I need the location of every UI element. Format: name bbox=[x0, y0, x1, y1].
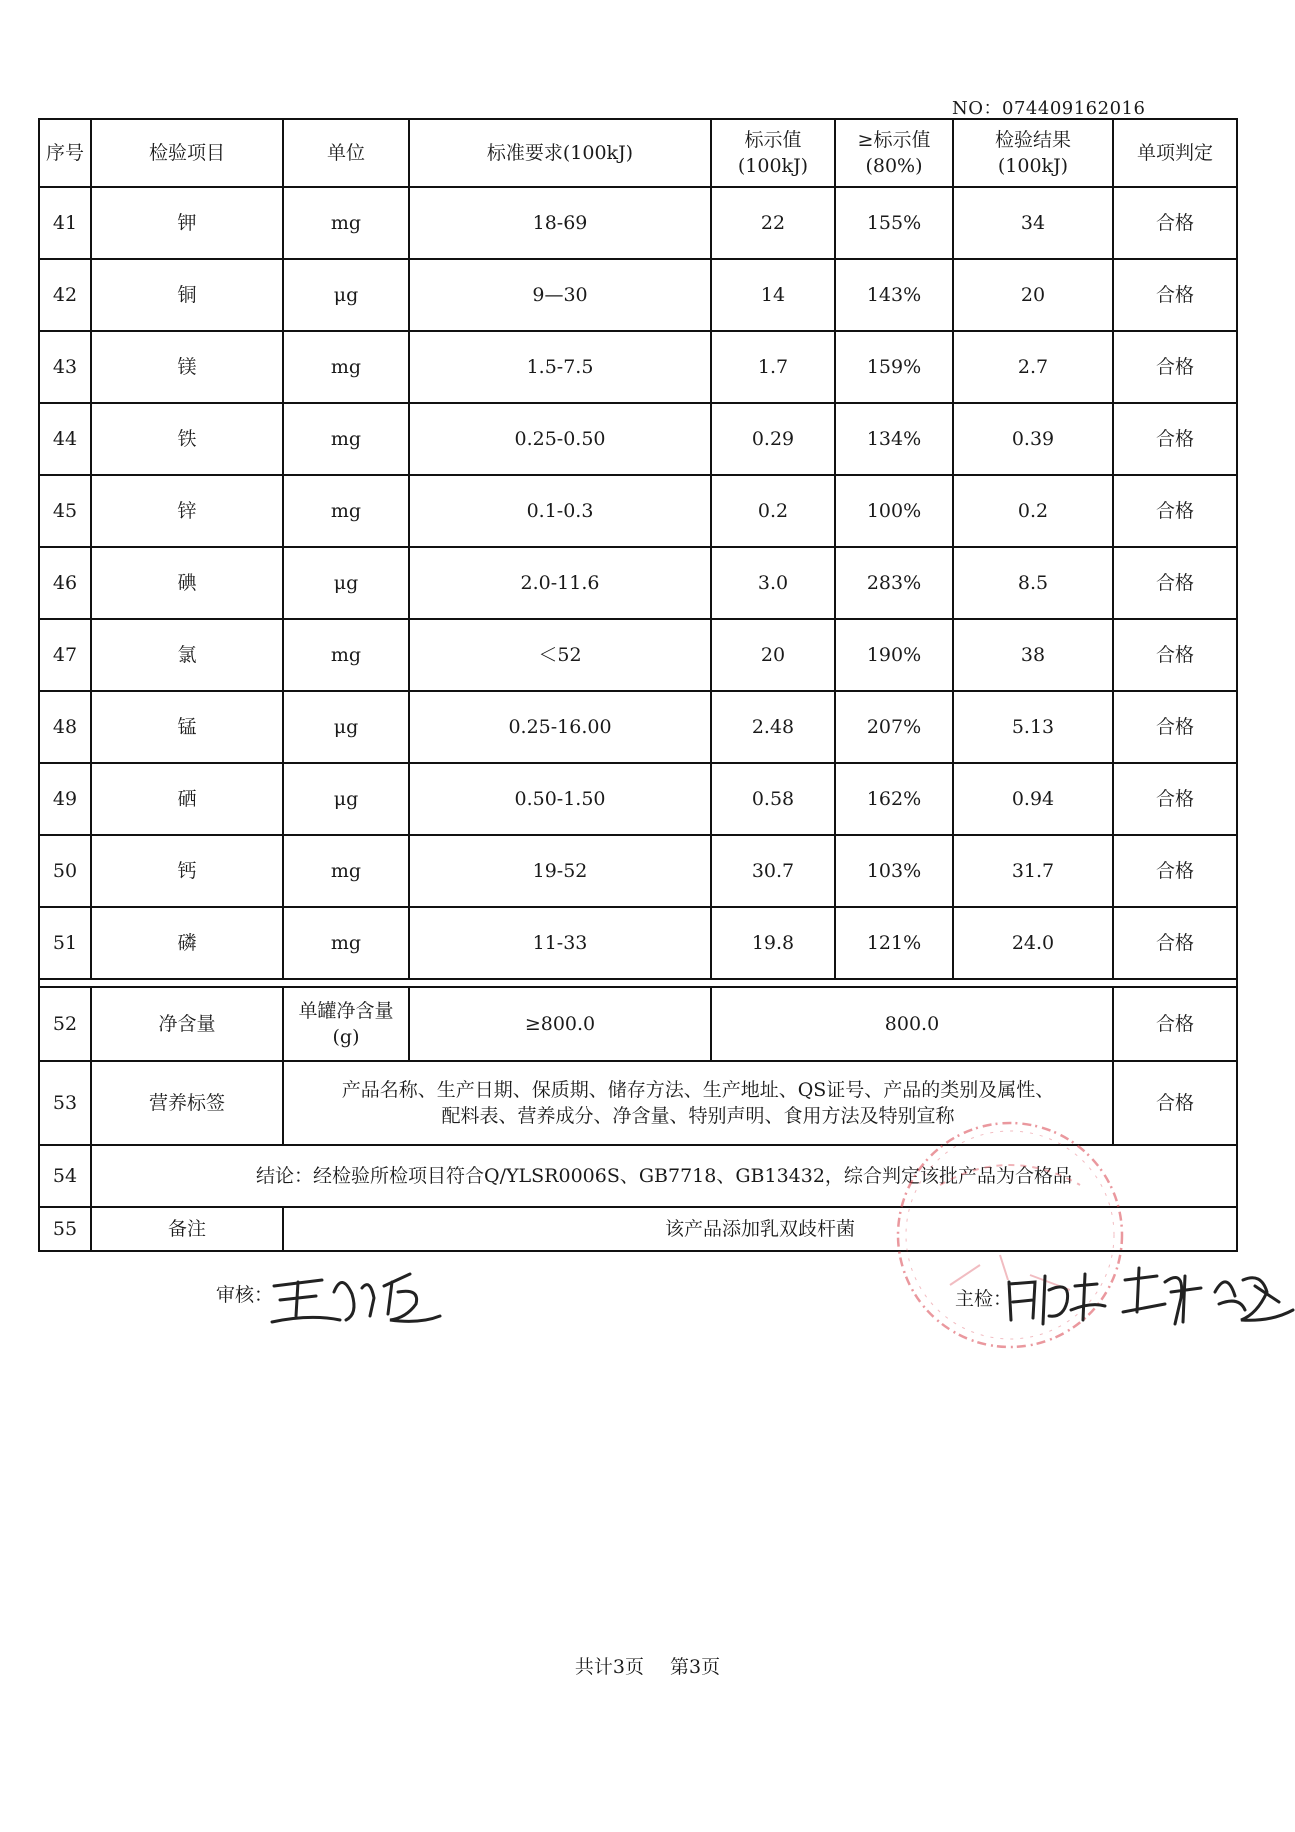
cell-item: 碘 bbox=[91, 547, 283, 619]
cell-result: 8.5 bbox=[953, 547, 1113, 619]
cell-ge-label: 283% bbox=[835, 547, 953, 619]
cell-item: 钾 bbox=[91, 187, 283, 259]
cell-ge-label: 134% bbox=[835, 403, 953, 475]
header-unit: 单位 bbox=[283, 119, 409, 187]
cell-result: 24.0 bbox=[953, 907, 1113, 979]
cell-label-value: 0.29 bbox=[711, 403, 835, 475]
cell-requirement: 2.0-11.6 bbox=[409, 547, 711, 619]
cell-requirement: 18-69 bbox=[409, 187, 711, 259]
header-label-value-line2: (100kJ) bbox=[737, 155, 809, 177]
chief-inspector-signatures bbox=[1005, 1262, 1295, 1342]
header-requirement: 标准要求(100kJ) bbox=[409, 119, 711, 187]
cell-result: 0.2 bbox=[953, 475, 1113, 547]
cell-result: 2.7 bbox=[953, 331, 1113, 403]
table-row bbox=[39, 907, 1237, 979]
cell-judgement: 合格 bbox=[1113, 619, 1237, 691]
header-ge-label bbox=[835, 119, 953, 187]
cell-result: 34 bbox=[953, 187, 1113, 259]
cell-unit: μg bbox=[283, 547, 409, 619]
cell-judgement: 合格 bbox=[1113, 403, 1237, 475]
cell-seq: 45 bbox=[39, 475, 91, 547]
cell-judgement: 合格 bbox=[1113, 187, 1237, 259]
row52-item: 净含量 bbox=[91, 987, 283, 1061]
header-ge-label-line1: ≥标示值 bbox=[857, 129, 931, 151]
header-result-line1: 检验结果 bbox=[994, 129, 1071, 151]
cell-result: 20 bbox=[953, 259, 1113, 331]
cell-requirement: 0.25-16.00 bbox=[409, 691, 711, 763]
cell-ge-label: 155% bbox=[835, 187, 953, 259]
cell-unit: mg bbox=[283, 331, 409, 403]
header-result-line2: (100kJ) bbox=[997, 155, 1069, 177]
header-ge-label-line2: (80%) bbox=[865, 155, 923, 177]
cell-seq: 47 bbox=[39, 619, 91, 691]
table-row-net-content bbox=[39, 987, 1237, 1061]
cell-ge-label: 207% bbox=[835, 691, 953, 763]
cell-requirement: 0.25-0.50 bbox=[409, 403, 711, 475]
header-label-value bbox=[711, 119, 835, 187]
cell-ge-label: 103% bbox=[835, 835, 953, 907]
page-footer bbox=[0, 1652, 1295, 1679]
cell-judgement: 合格 bbox=[1113, 907, 1237, 979]
header-seq: 序号 bbox=[39, 119, 91, 187]
cell-label-value: 1.7 bbox=[711, 331, 835, 403]
row55-seq: 55 bbox=[39, 1207, 91, 1251]
cell-ge-label: 143% bbox=[835, 259, 953, 331]
cell-unit: mg bbox=[283, 187, 409, 259]
cell-unit: mg bbox=[283, 619, 409, 691]
cell-judgement: 合格 bbox=[1113, 331, 1237, 403]
header-label-value-line1: 标示值 bbox=[744, 129, 802, 151]
table-header-row bbox=[39, 119, 1237, 187]
cell-item: 磷 bbox=[91, 907, 283, 979]
cell-label-value: 19.8 bbox=[711, 907, 835, 979]
cell-requirement: 0.50-1.50 bbox=[409, 763, 711, 835]
header-judgement: 单项判定 bbox=[1113, 119, 1237, 187]
cell-seq: 43 bbox=[39, 331, 91, 403]
cell-item: 锌 bbox=[91, 475, 283, 547]
cell-seq: 44 bbox=[39, 403, 91, 475]
row53-seq: 53 bbox=[39, 1061, 91, 1145]
cell-unit: mg bbox=[283, 403, 409, 475]
cell-judgement: 合格 bbox=[1113, 763, 1237, 835]
table-row bbox=[39, 547, 1237, 619]
table-row bbox=[39, 259, 1237, 331]
report-number: NO：074409162016 bbox=[952, 98, 1146, 119]
cell-result: 0.94 bbox=[953, 763, 1113, 835]
cell-item: 镁 bbox=[91, 331, 283, 403]
reviewer-signature bbox=[270, 1264, 442, 1332]
cell-label-value: 20 bbox=[711, 619, 835, 691]
cell-item: 铁 bbox=[91, 403, 283, 475]
row54-seq: 54 bbox=[39, 1145, 91, 1207]
cell-item: 铜 bbox=[91, 259, 283, 331]
row52-unit bbox=[283, 987, 409, 1061]
row52-unit-line2: (g) bbox=[332, 1026, 360, 1048]
cell-ge-label: 190% bbox=[835, 619, 953, 691]
header-item: 检验项目 bbox=[91, 119, 283, 187]
remarks-text: 该产品添加乳双歧杆菌 bbox=[283, 1207, 1237, 1251]
row52-judgement: 合格 bbox=[1113, 987, 1237, 1061]
row52-unit-line1: 单罐净含量 bbox=[298, 1000, 394, 1022]
cell-seq: 49 bbox=[39, 763, 91, 835]
cell-label-value: 0.58 bbox=[711, 763, 835, 835]
cell-ge-label: 159% bbox=[835, 331, 953, 403]
cell-judgement: 合格 bbox=[1113, 547, 1237, 619]
cell-unit: μg bbox=[283, 763, 409, 835]
row53-judgement: 合格 bbox=[1113, 1061, 1237, 1145]
cell-ge-label: 162% bbox=[835, 763, 953, 835]
reviewer-label: 审核： bbox=[216, 1284, 274, 1306]
cell-requirement: 9—30 bbox=[409, 259, 711, 331]
cell-label-value: 14 bbox=[711, 259, 835, 331]
inspection-table bbox=[38, 118, 1238, 1252]
cell-unit: mg bbox=[283, 907, 409, 979]
cell-requirement: 1.5-7.5 bbox=[409, 331, 711, 403]
cell-ge-label: 100% bbox=[835, 475, 953, 547]
row53-item: 营养标签 bbox=[91, 1061, 283, 1145]
cell-unit: μg bbox=[283, 691, 409, 763]
row52-requirement: ≥800.0 bbox=[409, 987, 711, 1061]
conclusion-text: 结论：经检验所检项目符合Q/YLSR0006S、GB7718、GB13432，综合判定该批产品为合格品 bbox=[91, 1145, 1237, 1207]
table-row bbox=[39, 835, 1237, 907]
cell-judgement: 合格 bbox=[1113, 691, 1237, 763]
row52-result: 800.0 bbox=[711, 987, 1113, 1061]
table-row bbox=[39, 619, 1237, 691]
cell-item: 氯 bbox=[91, 619, 283, 691]
row53-text-line1: 产品名称、生产日期、保质期、储存方法、生产地址、QS证号、产品的类别及属性、 bbox=[341, 1079, 1055, 1101]
separator-cell bbox=[39, 979, 1237, 987]
cell-item: 钙 bbox=[91, 835, 283, 907]
cell-result: 5.13 bbox=[953, 691, 1113, 763]
cell-seq: 50 bbox=[39, 835, 91, 907]
cell-result: 31.7 bbox=[953, 835, 1113, 907]
cell-seq: 41 bbox=[39, 187, 91, 259]
cell-unit: μg bbox=[283, 259, 409, 331]
row55-item: 备注 bbox=[91, 1207, 283, 1251]
table-row bbox=[39, 475, 1237, 547]
cell-result: 0.39 bbox=[953, 403, 1113, 475]
cell-judgement: 合格 bbox=[1113, 475, 1237, 547]
total-pages: 共计3页 bbox=[574, 1656, 644, 1678]
cell-result: 38 bbox=[953, 619, 1113, 691]
cell-label-value: 0.2 bbox=[711, 475, 835, 547]
chief-inspector-label: 主检： bbox=[955, 1288, 1013, 1310]
row53-text-line2: 配料表、营养成分、净含量、特别声明、食用方法及特别宣称 bbox=[441, 1105, 955, 1127]
cell-item: 锰 bbox=[91, 691, 283, 763]
cell-seq: 48 bbox=[39, 691, 91, 763]
cell-requirement: 11-33 bbox=[409, 907, 711, 979]
table-row bbox=[39, 187, 1237, 259]
cell-label-value: 2.48 bbox=[711, 691, 835, 763]
cell-judgement: 合格 bbox=[1113, 259, 1237, 331]
table-separator bbox=[39, 979, 1237, 987]
current-page: 第3页 bbox=[670, 1656, 721, 1678]
cell-seq: 51 bbox=[39, 907, 91, 979]
cell-unit: mg bbox=[283, 835, 409, 907]
cell-requirement: 0.1-0.3 bbox=[409, 475, 711, 547]
cell-requirement: ＜52 bbox=[409, 619, 711, 691]
table-row bbox=[39, 691, 1237, 763]
cell-seq: 46 bbox=[39, 547, 91, 619]
table-row bbox=[39, 331, 1237, 403]
cell-label-value: 3.0 bbox=[711, 547, 835, 619]
cell-unit: mg bbox=[283, 475, 409, 547]
cell-judgement: 合格 bbox=[1113, 835, 1237, 907]
cell-label-value: 22 bbox=[711, 187, 835, 259]
row52-seq: 52 bbox=[39, 987, 91, 1061]
cell-ge-label: 121% bbox=[835, 907, 953, 979]
cell-label-value: 30.7 bbox=[711, 835, 835, 907]
cell-seq: 42 bbox=[39, 259, 91, 331]
table-row bbox=[39, 403, 1237, 475]
cell-requirement: 19-52 bbox=[409, 835, 711, 907]
cell-item: 硒 bbox=[91, 763, 283, 835]
header-result bbox=[953, 119, 1113, 187]
table-row bbox=[39, 763, 1237, 835]
